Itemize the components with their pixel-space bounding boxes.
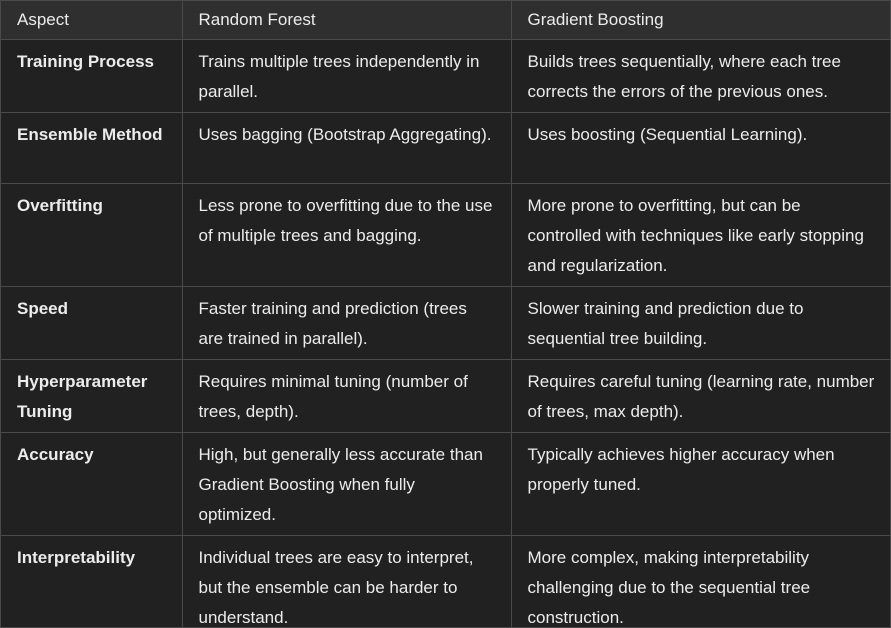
cell-gradient-boosting: More prone to overfitting, but can be controlled with techniques like early stopping and regularization. <box>511 184 891 287</box>
cell-gradient-boosting: More complex, making interpretability challenging due to the sequential tree construction. <box>527 548 811 627</box>
cell-random-forest: Individual trees are easy to interpret, but the ensemble can be harder to understand. <box>182 536 511 628</box>
cell-random-forest: Uses bagging (Bootstrap Aggregating). <box>182 113 511 184</box>
cell-random-forest: Trains multiple trees independently in parallel. <box>182 40 511 113</box>
cell-aspect: Training Process <box>1 40 182 113</box>
header-row <box>1 1 891 40</box>
cell-random-forest: High, but generally less accurate than Gradient Boosting when fully optimized. <box>182 433 511 536</box>
cell-random-forest: Less prone to overfitting due to the use of multiple trees and bagging. <box>182 184 511 287</box>
cell-gradient-boosting: Slower training and prediction due to sequential tree building. <box>511 287 891 360</box>
cell-gradient-boosting: Builds trees sequentially, where each tree corrects the errors of the previous ones. <box>511 40 891 113</box>
cell-gradient-boosting: Uses boosting (Sequential Learning). <box>511 113 891 184</box>
table-row <box>1 433 891 536</box>
cell-gradient-boosting: Typically achieves higher accuracy when properly tuned. <box>511 433 891 536</box>
cell-random-forest: Faster training and prediction (trees are trained in parallel). <box>182 287 511 360</box>
comparison-table <box>1 1 891 628</box>
header-random-forest: Random Forest <box>182 1 511 40</box>
cell-aspect: Accuracy <box>1 433 182 536</box>
table-body <box>1 40 891 628</box>
cell-gradient-boosting: Requires careful tuning (learning rate, number of trees, max depth). <box>511 360 891 433</box>
cell-aspect: Speed <box>1 287 182 360</box>
cell-random-forest: Requires minimal tuning (number of trees, depth). <box>182 360 511 433</box>
cell-aspect: Overfitting <box>1 184 182 287</box>
table-row <box>1 536 891 628</box>
cell-aspect: Ensemble Method <box>1 113 182 184</box>
header-gradient-boosting: Gradient Boosting <box>511 1 891 40</box>
table-header <box>1 1 891 40</box>
cell-aspect: Interpretability <box>1 536 182 628</box>
table-row <box>1 184 891 287</box>
table-row <box>1 113 891 184</box>
table-row <box>1 40 891 113</box>
table-row <box>1 287 891 360</box>
header-aspect: Aspect <box>1 1 182 40</box>
cell-aspect: Hyperparameter Tuning <box>1 360 182 433</box>
table-row <box>1 360 891 433</box>
